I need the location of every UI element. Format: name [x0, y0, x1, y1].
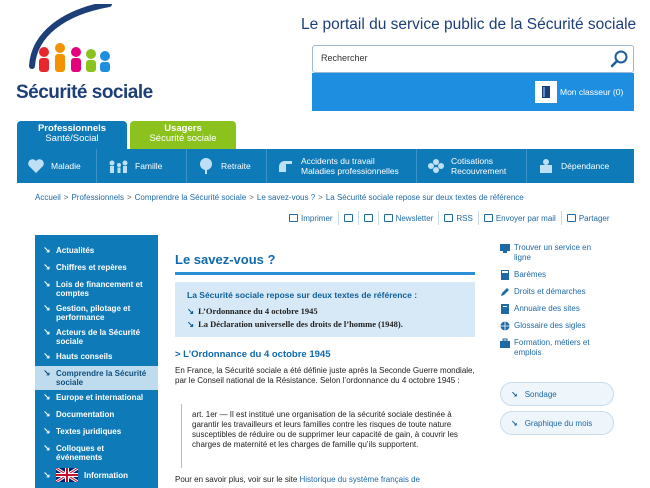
arrow-down-right-icon: ↘: [43, 443, 51, 453]
uk-flag-icon: [56, 468, 78, 482]
tab-professionnels-line1: Professionnels: [37, 123, 107, 134]
classeur-button[interactable]: [535, 81, 634, 103]
rss-button[interactable]: [438, 211, 477, 225]
sidebar-item-acteurs[interactable]: ↘ Acteurs de la Sécurité sociale: [43, 327, 141, 346]
calculator-icon: [500, 270, 510, 280]
sidebar-item-gestion[interactable]: ↘ Gestion, pilotage et performance: [43, 303, 131, 322]
share-icon: [567, 214, 576, 222]
nav-label: Dépendance: [561, 161, 610, 171]
sidebar-item-actualites[interactable]: ↘ Actualités: [43, 245, 95, 255]
flower-icon: [427, 158, 445, 174]
page-title: Le savez-vous ?: [175, 252, 276, 267]
link-services-en-ligne[interactable]: Trouver un service en ligne: [500, 243, 610, 263]
sidebar-item-information[interactable]: ↘ Information: [35, 465, 158, 485]
toolbar-label: Envoyer par mail: [495, 213, 556, 223]
arrow-down-right-icon: ↘: [43, 245, 51, 255]
link-glossaire[interactable]: Glossaire des sigles: [500, 321, 610, 331]
link-formation[interactable]: Formation, métiers et emplois: [500, 338, 610, 358]
quick-links: [500, 243, 610, 365]
nav-label-2: Recouvrement: [451, 166, 507, 176]
pen-icon: [500, 287, 510, 297]
history-link[interactable]: Historique du système français de: [299, 475, 420, 484]
link-annuaire[interactable]: Annuaire des sites: [500, 304, 610, 314]
arrow-down-right-icon: ↘: [43, 392, 51, 402]
toolbar-label: Imprimer: [301, 213, 333, 223]
intro-item: ↘ L’Ordonnance du 4 octobre 1945: [187, 306, 318, 316]
dependence-icon: [537, 158, 555, 174]
rss-icon: [444, 214, 453, 222]
folder-icon: [535, 81, 557, 103]
nav-label-2: Maladies professionnelles: [301, 166, 399, 176]
tab-usagers-line2: Sécurité sociale: [149, 133, 217, 144]
nav-label: Maladie: [51, 161, 81, 171]
mail-icon: [484, 214, 493, 222]
portal-title: Le portail du service public de la Sécurité sociale: [301, 16, 637, 33]
arrow-down-right-icon: ↘: [43, 303, 51, 313]
text-smaller-icon: [344, 214, 353, 222]
text-larger-icon: [364, 214, 373, 222]
sidebar-item-hauts-conseils[interactable]: ↘ Hauts conseils: [43, 351, 113, 361]
nav-item-dependance[interactable]: [527, 149, 634, 183]
toolbar-label: Newsletter: [395, 213, 434, 223]
tab-professionnels-line2: Santé/Social: [45, 133, 99, 144]
section-heading: > L’Ordonnance du 4 octobre 1945: [175, 349, 331, 360]
email-button[interactable]: [478, 211, 561, 225]
globe-icon: [500, 321, 510, 331]
tab-usagers[interactable]: [130, 121, 236, 149]
main-nav: [17, 149, 634, 183]
nav-item-retraite[interactable]: [187, 149, 267, 183]
print-button[interactable]: [284, 211, 338, 225]
nav-item-accidents[interactable]: [267, 149, 417, 183]
classeur-label: Mon classeur (0): [560, 87, 624, 97]
arrow-down-right-icon: ↘: [43, 368, 51, 378]
sidebar-item-europe[interactable]: ↘ Europe et international: [43, 392, 144, 402]
more-info: Pour en savoir plus, voir sur le site Historique du système français de: [175, 475, 420, 484]
search-box: [312, 45, 634, 73]
newsletter-icon: [384, 214, 393, 222]
breadcrumb-item[interactable]: Accueil: [35, 193, 61, 202]
search-input[interactable]: [321, 53, 601, 63]
graphique-button[interactable]: ↘ Graphique du mois: [500, 411, 614, 435]
arrow-down-right-icon: ↘: [43, 279, 51, 289]
logo-figures-icon: [14, 4, 154, 84]
arrow-down-right-icon: ↘: [43, 469, 51, 480]
search-icon[interactable]: [609, 49, 629, 69]
hand-icon: [277, 158, 295, 174]
sidebar-item-textes[interactable]: ↘ Textes juridiques: [43, 426, 122, 436]
family-icon: [107, 158, 129, 174]
sidebar-item-lois[interactable]: ↘ Lois de financement et comptes: [43, 279, 143, 298]
breadcrumb-current: La Sécurité sociale repose sur deux textes de référence: [325, 193, 524, 202]
sidebar-item-colloques[interactable]: ↘ Colloques et événements: [43, 443, 105, 462]
sidebar: [35, 235, 158, 488]
page-toolbar: [284, 208, 615, 228]
arrow-down-right-icon: ↘: [511, 418, 518, 428]
arrow-down-right-icon: ↘: [187, 319, 195, 329]
breadcrumb-item[interactable]: Professionnels: [71, 193, 124, 202]
tab-professionnels[interactable]: [17, 121, 127, 149]
sidebar-item-documentation[interactable]: ↘ Documentation: [43, 409, 115, 419]
monitor-icon: [500, 243, 510, 253]
link-baremes[interactable]: Barèmes: [500, 270, 610, 280]
newsletter-button[interactable]: [378, 211, 439, 225]
link-droits[interactable]: Droits et démarches: [500, 287, 610, 297]
nav-label: Retraite: [221, 161, 251, 171]
font-decrease-button[interactable]: [338, 211, 358, 225]
heart-icon: [27, 158, 45, 174]
arrow-down-right-icon: ↘: [43, 426, 51, 436]
nav-item-famille[interactable]: [97, 149, 187, 183]
title-divider: [175, 272, 475, 275]
breadcrumb-item[interactable]: Le savez-vous ?: [256, 193, 316, 202]
tab-usagers-line1: Usagers: [164, 123, 202, 134]
share-button[interactable]: [561, 211, 615, 225]
arrow-down-right-icon: ↘: [187, 306, 195, 316]
logo-text: Sécurité sociale: [16, 82, 153, 103]
arrow-down-right-icon: ↘: [43, 351, 51, 361]
breadcrumb-item[interactable]: Comprendre la Sécurité sociale: [134, 193, 247, 202]
printer-icon: [289, 214, 298, 222]
tree-icon: [197, 158, 215, 174]
sondage-button[interactable]: ↘ Sondage: [500, 382, 614, 406]
article-quote: art. 1er — Il est institué une organisation de la sécurité sociale destinée à garantir les travailleurs et leurs familles contre les risques de toute nature susceptibles de réduire ou de supprimer leur capacité de gain, à couvrir les charges de maternité et les charges de famille qu’ils supportent.: [181, 404, 471, 468]
book-icon: [500, 304, 510, 314]
intro-box: [175, 282, 475, 337]
intro-item: ↘ La Déclaration universelle des droits de l’homme (1948).: [187, 319, 403, 329]
sidebar-item-comprendre[interactable]: ↘ Comprendre la Sécurité sociale: [35, 366, 158, 390]
body-paragraph: En France, la Sécurité sociale a été définie juste après la Seconde Guerre mondiale, par le Conseil national de la Résistance. Selon l’ordonnance du 4 octobre 1945 :: [175, 366, 475, 385]
nav-label: Famille: [135, 161, 163, 171]
briefcase-icon: [500, 338, 510, 348]
toolbar-label: Partager: [578, 213, 610, 223]
sidebar-item-chiffres[interactable]: ↘ Chiffres et repères: [43, 262, 127, 272]
nav-item-cotisations[interactable]: [417, 149, 527, 183]
arrow-down-right-icon: ↘: [43, 262, 51, 272]
nav-label: Cotisations: [451, 156, 494, 166]
nav-item-maladie[interactable]: [17, 149, 97, 183]
arrow-down-right-icon: ↘: [43, 409, 51, 419]
intro-heading: La Sécurité sociale repose sur deux textes de référence :: [187, 290, 418, 300]
breadcrumb: Accueil > Professionnels > Comprendre la Sécurité sociale > Le savez-vous ? > La Sécurité sociale repose sur deux textes de référence: [35, 193, 524, 202]
arrow-down-right-icon: ↘: [43, 327, 51, 337]
arrow-down-right-icon: ↘: [511, 389, 518, 399]
nav-label: Accidents du travail: [301, 156, 375, 166]
font-increase-button[interactable]: [358, 211, 378, 225]
toolbar-label: RSS: [456, 213, 473, 223]
